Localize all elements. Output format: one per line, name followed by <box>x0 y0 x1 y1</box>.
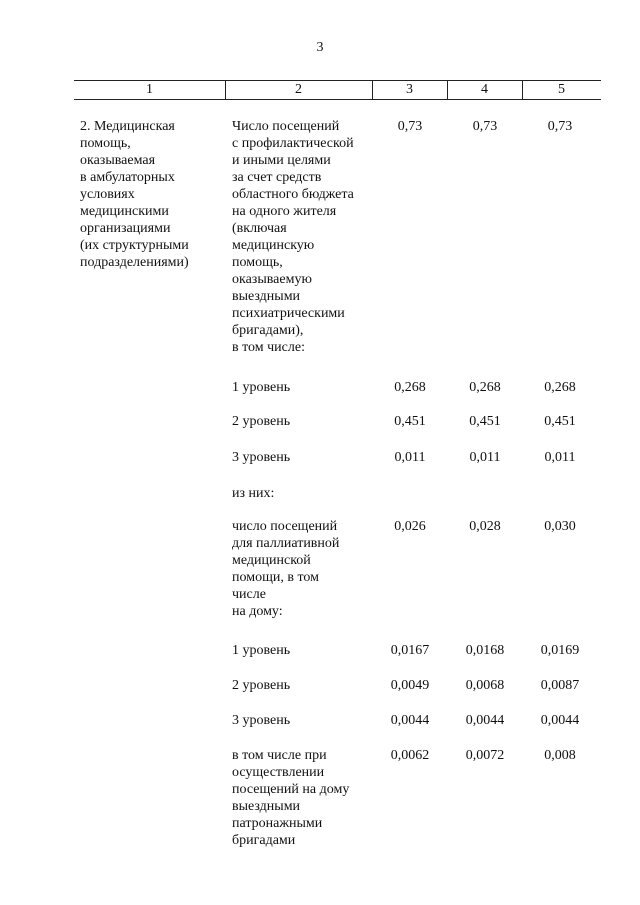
row-value-col4: 0,0168 <box>465 643 505 658</box>
row-label: 2 уровень <box>232 414 291 429</box>
row-label: 1 уровень <box>232 643 291 658</box>
row-value-col5: 0,73 <box>547 119 573 134</box>
row-label: 3 уровень <box>232 713 291 728</box>
row-value-col3: 0,011 <box>394 450 426 465</box>
column-header-5: 5 <box>558 82 565 97</box>
row-value-col3: 0,268 <box>394 380 426 395</box>
row-label: в том числе при осуществлении посещений на дому выездными патронажными бригадами <box>232 748 350 848</box>
row-label: 2 уровень <box>232 678 291 693</box>
row-value-col4: 0,0044 <box>465 713 505 728</box>
row-value-col4: 0,028 <box>469 519 501 534</box>
row-label: число посещений для паллиативной медицинской помощи, в том числе на дому: <box>232 519 340 619</box>
row-label: 1 уровень <box>232 380 291 395</box>
row-label: Число посещений с профилактической и иными целями за счет средств областного бюджета на одного жителя (включая медицинскую помощь, оказываемую выездными психиатрическими бригадами), в том числе: <box>232 119 354 355</box>
page-number: 3 <box>316 40 324 55</box>
row-value-col5: 0,0044 <box>540 713 580 728</box>
row-value-col3: 0,0062 <box>390 748 430 763</box>
row-value-col4: 0,73 <box>472 119 498 134</box>
row-value-col4: 0,268 <box>469 380 501 395</box>
row-value-col3: 0,0044 <box>390 713 430 728</box>
row-value-col4: 0,451 <box>469 414 501 429</box>
row-value-col5: 0,011 <box>544 450 576 465</box>
row-value-col5: 0,0087 <box>540 678 580 693</box>
row-value-col5: 0,0169 <box>540 643 580 658</box>
row-value-col5: 0,268 <box>544 380 576 395</box>
row-value-col3: 0,73 <box>397 119 423 134</box>
category-label: 2. Медицинская помощь, оказываемая в амбулаторных условиях медицинскими организациями (их структурными подразделениями) <box>80 119 189 270</box>
row-label: из них: <box>232 486 275 501</box>
row-value-col5: 0,030 <box>544 519 576 534</box>
row-value-col3: 0,0167 <box>390 643 430 658</box>
column-header-4: 4 <box>481 82 488 97</box>
row-value-col5: 0,008 <box>544 748 576 763</box>
row-value-col4: 0,0068 <box>465 678 505 693</box>
row-value-col3: 0,451 <box>394 414 426 429</box>
row-value-col5: 0,451 <box>544 414 576 429</box>
row-value-col3: 0,026 <box>394 519 426 534</box>
row-value-col3: 0,0049 <box>390 678 430 693</box>
row-value-col4: 0,011 <box>469 450 501 465</box>
column-header-3: 3 <box>406 82 413 97</box>
row-label: 3 уровень <box>232 450 291 465</box>
row-value-col4: 0,0072 <box>465 748 505 763</box>
column-header-2: 2 <box>295 82 302 97</box>
column-header-1: 1 <box>146 82 153 97</box>
